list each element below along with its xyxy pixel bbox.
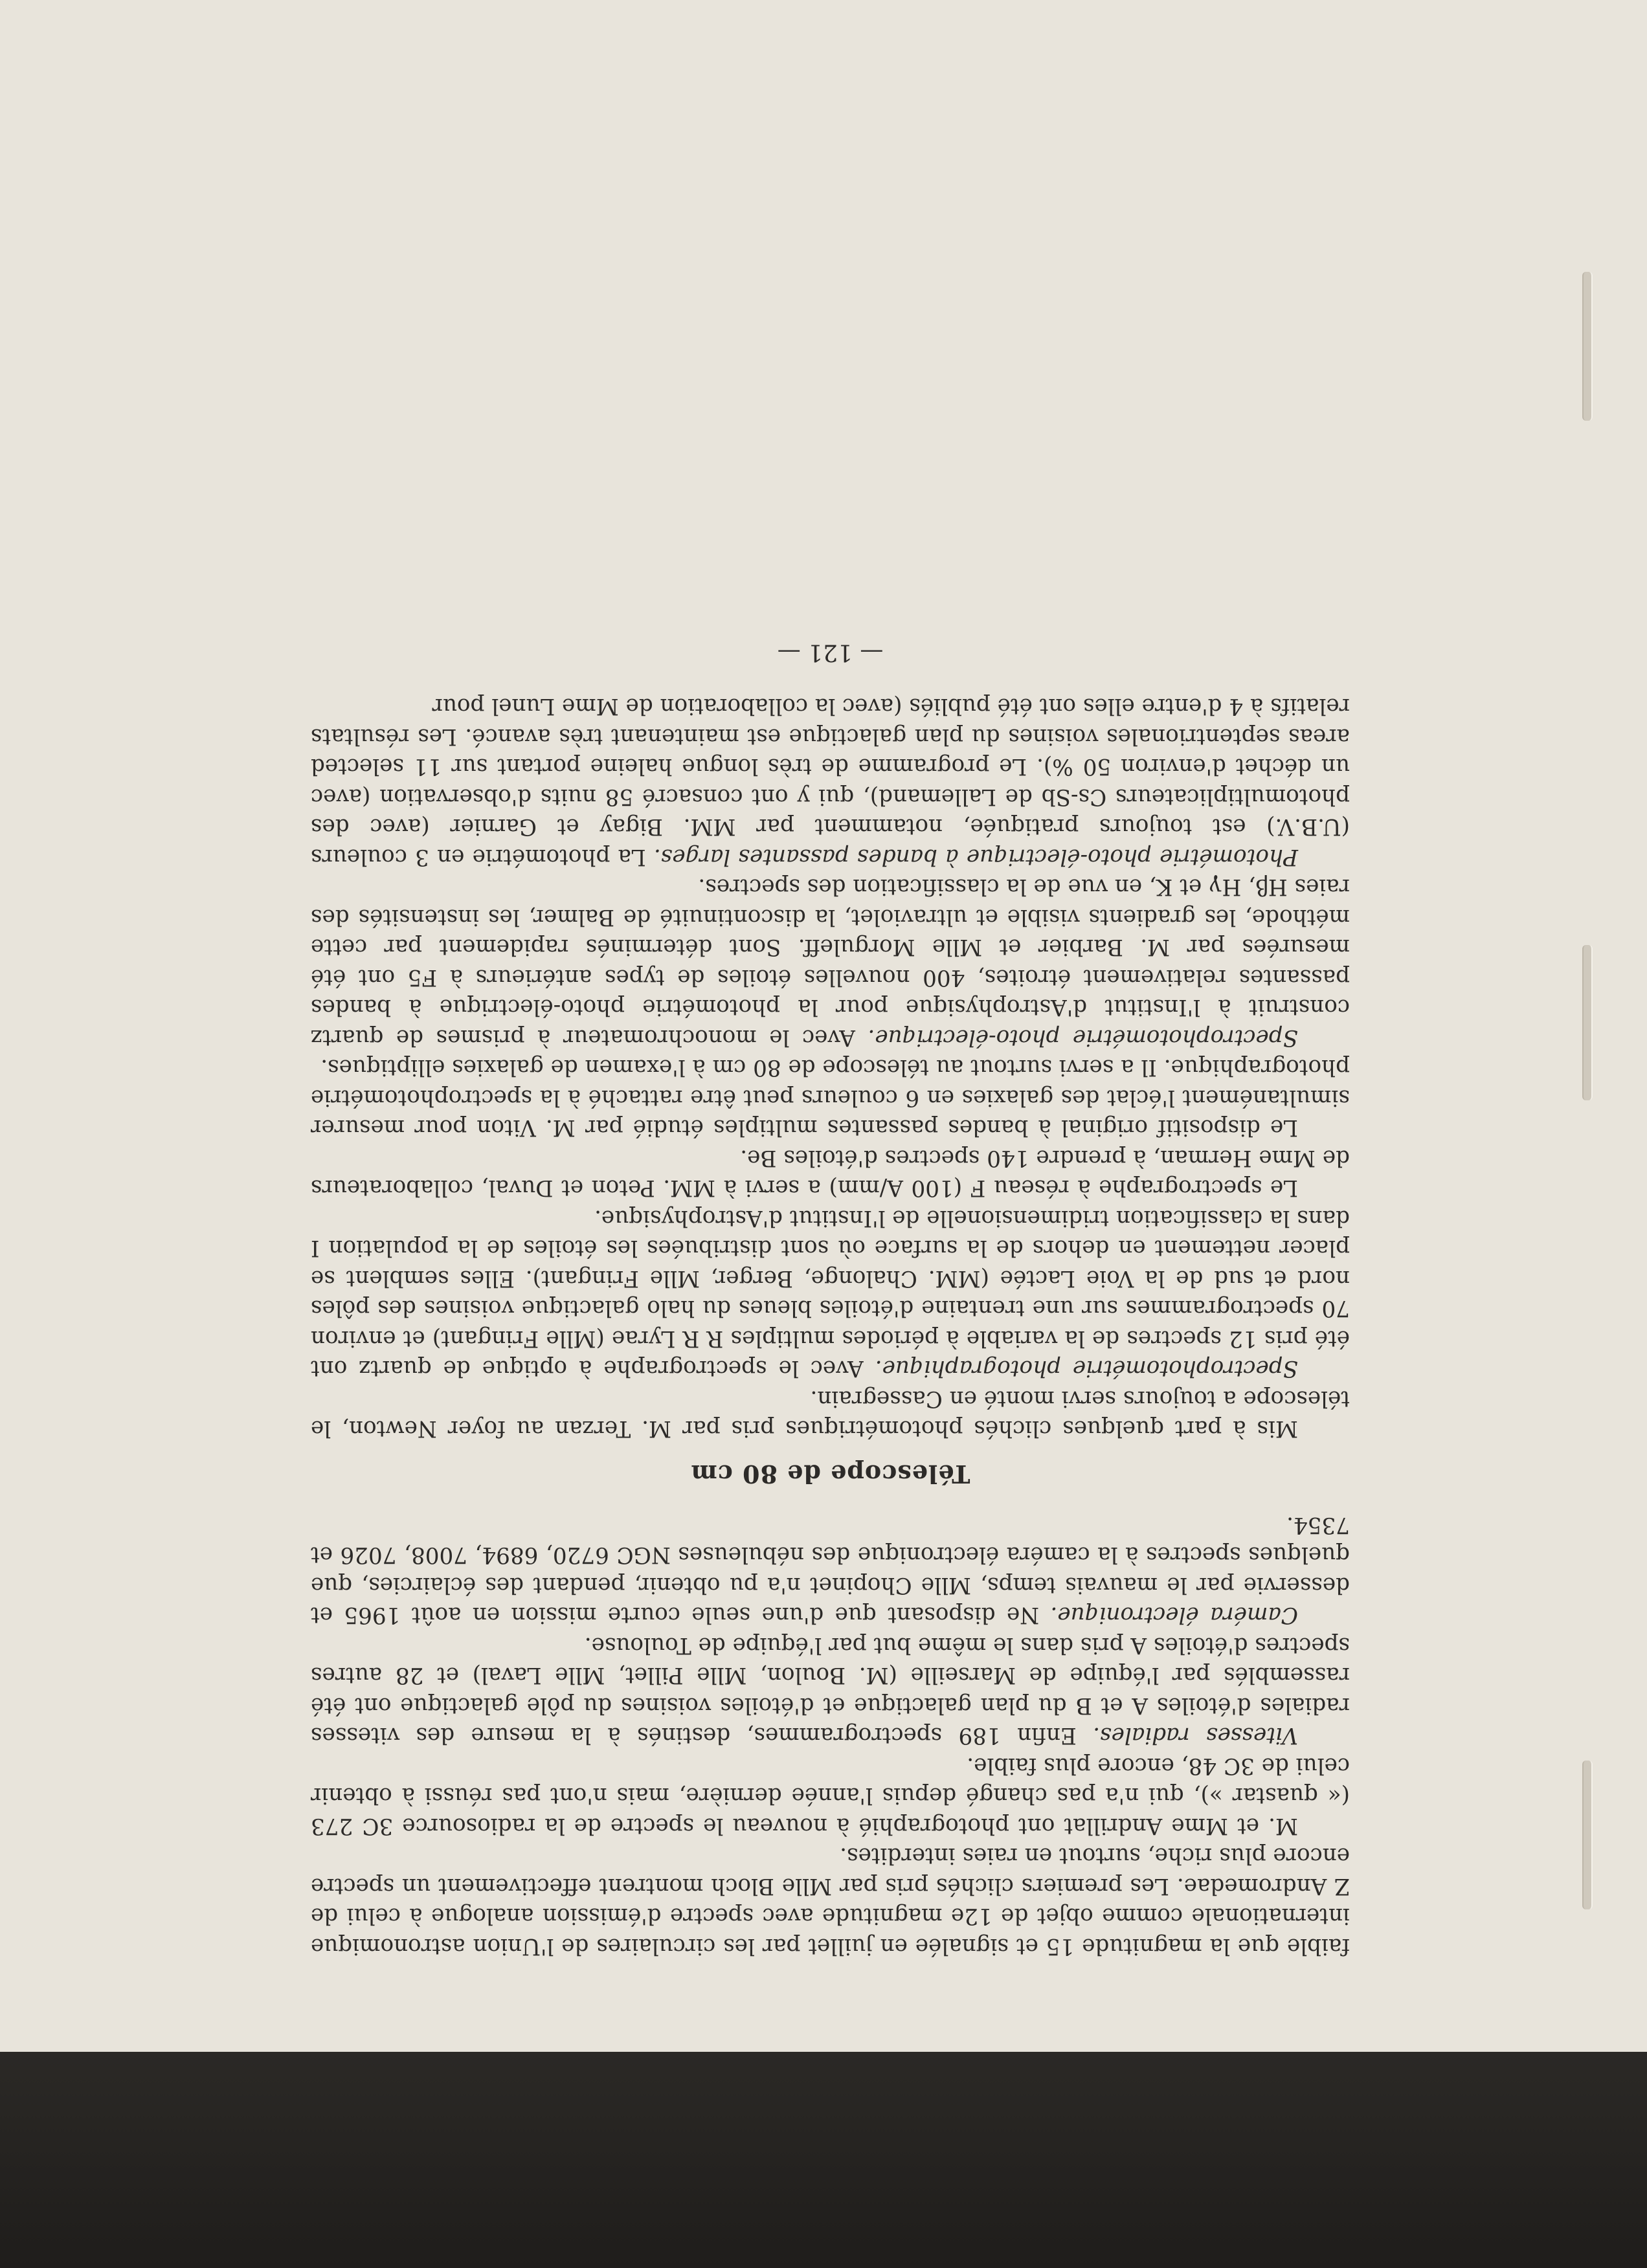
page-content [311, 214, 1350, 1961]
binding-staple [1582, 1761, 1593, 1909]
page-number: — 121 — [777, 639, 884, 665]
binding-staple [1582, 945, 1593, 1100]
paragraph-photographic-spectrophotometry [311, 1203, 1350, 1384]
section-heading: Télescope de 80 cm [690, 1460, 970, 1489]
paragraph-text: Avec le monochromateur à prismes de quartz construit à l'Institut d'Astrophysique pour la photométrie photo-électrique à bandes passantes relativement étroites, 400 nouvelles étoiles de types antérieurs à F5 ont été mesurées par M. Barbier et Mlle Morguleff. Sont déterminés rapidement par cette méthode, les gradients visible et ultraviolet, la discontinuité de Balmer, les instensités des raies Hβ, Hγ et K, en vue de la classification des spectres. [311, 874, 1350, 1051]
paragraph-continuation: faible que la magnitude 15 et signalée en juillet par les circulaires de l'Union astronomique internationale comme objet de 12e magnitude avec spectre d'émission analogue à celui de Z Andromedae. Les premiers clichés pris par Mlle Bloch montrent effectivement un spectre encore plus riche, surtout en raies interdites. [311, 1843, 1350, 1959]
paragraph-electronic-camera [311, 1510, 1350, 1630]
section-label-broadband-photometry: Photométrie photo-électrique à bandes passantes larges. [653, 844, 1298, 870]
paragraph-text: Ne disposant que d'une seule courte mission en août 1965 et desservie par le mauvais temps, Mlle Chopinet n'a pu obtenir, pendant des éclaircies, que quelques spectres à la caméra électronique des nébuleuses NGC 6720, 6894, 7008, 7026 et 7354. [311, 1512, 1350, 1629]
paragraph-radial-velocities [311, 1630, 1350, 1751]
paragraph-grating-spectrograph: Le spectrographe à réseau F (100 A/mm) a servi à MM. Peton et Duval, collaborateurs de Mme Herman, à prendre 140 spectres d'étoiles Be. [311, 1145, 1350, 1201]
paragraph-newton-focus: Mis à part quelques clichés photométriques pris par M. Terzan au foyer Newton, le télescope a toujours servi monté en Cassegrain. [311, 1386, 1350, 1442]
binding-staple [1582, 272, 1593, 421]
paragraph-broadband-photometry [311, 691, 1350, 872]
section-label-photoelectric-spectrophotometry: Spectrophotométrie photo-électrique. [868, 1025, 1298, 1051]
section-label-photographic-spectrophotometry: Spectrophotométrie photographique. [875, 1355, 1298, 1382]
paragraph-text: La photométrie en 3 couleurs (U.B.V.) est toujours pratiquée, notamment par MM. Bigay et Garnier (avec des photomultiplicateurs Cs-Sb de Lallemand), qui y ont consacré 58 nuits d'observation (avec un déchet d'environ 50 %). Le programme de très longue haleine portant sur 11 selected areas septentrionales voisines du plan galactique est maintenant très avancé. Les résultats relatifs à 4 d'entre elles ont été publiés (avec la collaboration de Mme Lunel pour [311, 693, 1350, 870]
scanner-background [0, 2052, 1647, 2268]
paragraph-multiband-device: Le dispositif original à bandes passantes multiples étudié par M. Viton pour mesurer simultanément l'éclat des galaxies en 6 couleurs peut être rattaché à la spectrophotométrie photographique. Il a servi surtout au télescope de 80 cm à l'examen de galaxies elliptiques. [311, 1054, 1350, 1141]
paragraph-text: Enfin 189 spectrogrammes, destinés à la mesure des vitesses radiales d'étoiles A et B du plan galactique et d'étoiles voisines du pôle galactique ont été rassemblés par l'équipe de Marseille (M. Boulon, Mlle Pillet, Mlle Laval) et 28 autres spectres d'étoiles A pris dans le même but par l'équipe de Toulouse. [311, 1632, 1350, 1749]
section-label-electronic-camera: Caméra électronique. [1050, 1602, 1298, 1629]
paragraph-text: Avec le spectrographe à optique de quartz ont été pris 12 spectres de la variable à périodes multiples R R Lyrae (Mlle Fringant) et environ 70 spectrogrammes sur une trentaine d'étoiles bleues du halo galactique voisines des pôles nord et sud de la Voie Lactée (MM. Chalonge, Berger, Mlle Fringant). Elles semblent se placer nettement en dehors de la surface où sont distribuées les étoiles de la population I dans la classification tridimensionelle de l'Institut d'Astrophysique. [311, 1205, 1350, 1382]
paragraph-quastar: M. et Mme Andrillat ont photographié à nouveau le spectre de la radiosource 3C 273 (« quastar »), qui n'a pas changé depuis l'année dernière, mais n'ont pas réussi à obtenir celui de 3C 48, encore plus faible. [311, 1753, 1350, 1839]
paragraph-photoelectric-spectrophotometry [311, 872, 1350, 1052]
section-label-radial-velocities: Vitesses radiales. [1093, 1722, 1298, 1749]
